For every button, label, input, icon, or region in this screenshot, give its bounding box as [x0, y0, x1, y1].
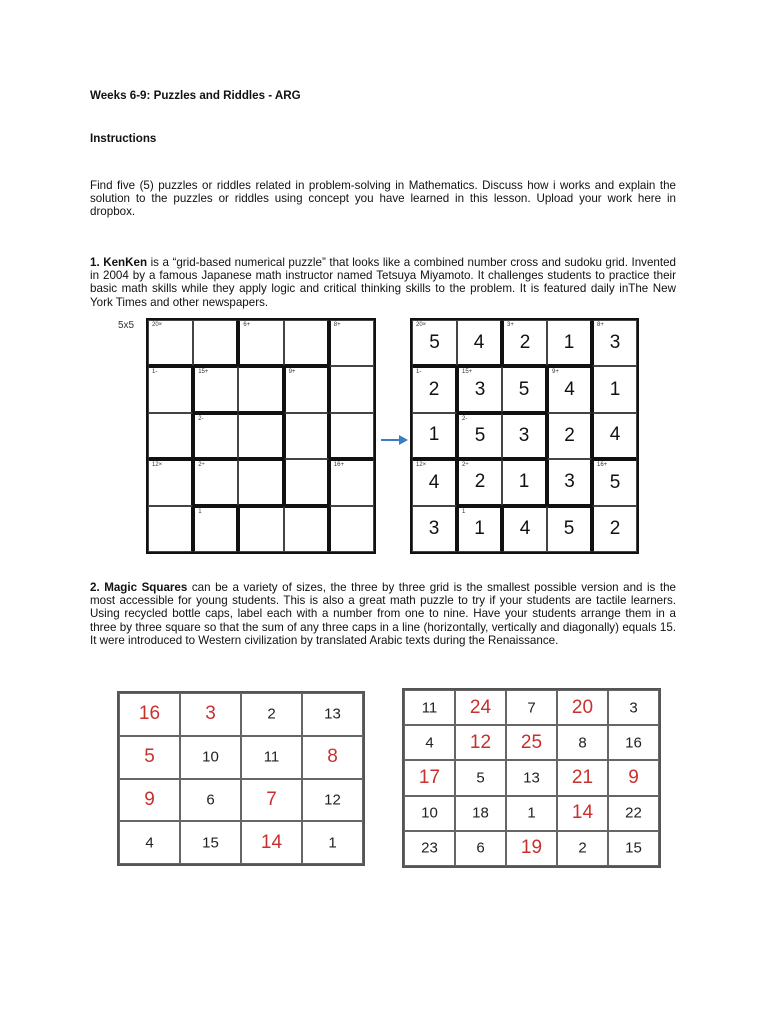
magic-value: 12 [469, 731, 492, 753]
page-title: Weeks 6-9: Puzzles and Riddles - ARG [90, 89, 301, 102]
kenken-cell [592, 506, 637, 552]
magic-value: 8 [327, 746, 338, 768]
kenken-cell [284, 320, 329, 366]
magic-value: 23 [421, 839, 438, 857]
magic-value: 24 [469, 696, 492, 718]
magic-value: 1 [328, 834, 337, 852]
magic-cell [302, 821, 363, 864]
magic-cell [506, 725, 557, 760]
kenken-cell [238, 459, 283, 505]
kenken-cell [457, 459, 502, 505]
magic-value: 6 [206, 791, 215, 809]
cell-value: 1 [563, 331, 575, 353]
magic-cell [119, 736, 180, 779]
cell-value: 2 [609, 517, 621, 539]
cage-clue: 2÷ [198, 462, 205, 469]
magic-cell [506, 796, 557, 831]
cage-clue: 2- [198, 415, 204, 422]
magic-cell [455, 831, 506, 866]
kenken-cell [148, 506, 193, 552]
cell-value: 5 [609, 471, 621, 493]
magic-cell [506, 831, 557, 866]
magic-cell [119, 693, 180, 736]
magic-value: 8 [578, 734, 587, 752]
kenken-description: is a “grid-based numerical puzzle” that looks like a combined number cross and sudoku grid. Invented in 2004 by a famous Japanese math instructor named Tetsuya Miyamoto. It challenges students to practice their basic math skills while they apply logic and critical thinking skills to the problem. It is featured daily inThe New York Times and other newspapers. [90, 256, 676, 309]
kenken-puzzle-grid [146, 318, 376, 554]
cell-value: 3 [609, 332, 621, 354]
magic-cell [404, 831, 455, 866]
kenken-cell [284, 366, 329, 412]
cage-clue: 15+ [198, 369, 209, 376]
magic-cell [455, 796, 506, 831]
cage-clue: 1- [416, 369, 422, 376]
cell-value: 3 [428, 517, 440, 539]
kenken-cell [148, 459, 193, 505]
kenken-cell [193, 459, 238, 505]
magic-cell [455, 690, 506, 725]
cage-clue: 8+ [333, 322, 341, 328]
kenken-cell [148, 366, 193, 412]
cell-value: 5 [474, 424, 486, 446]
kenken-cell [412, 506, 457, 552]
magic-cell [241, 779, 302, 822]
magic-value: 13 [324, 705, 341, 723]
magic-number: 2. [90, 581, 100, 594]
magic-cell [608, 760, 659, 795]
magic-value: 2 [578, 839, 587, 857]
magic-value: 5 [476, 769, 485, 787]
kenken-cell [193, 366, 238, 412]
magic-cell [241, 821, 302, 864]
kenken-cell [238, 506, 283, 552]
kenken-cell [329, 506, 374, 552]
kenken-cell [412, 413, 457, 459]
kenken-cell [193, 413, 238, 459]
kenken-cell [547, 320, 592, 366]
magic-square-5x5 [402, 688, 661, 868]
magic-cell [302, 779, 363, 822]
magic-cell [608, 725, 659, 760]
kenken-size-label: 5x5 [118, 320, 135, 331]
kenken-cell [329, 459, 374, 505]
arrow-icon [380, 433, 410, 447]
cage-clue: 15+ [462, 369, 473, 376]
cage-clue: 2- [462, 415, 468, 422]
magic-cell [241, 693, 302, 736]
cage-clue: 16+ [333, 462, 344, 469]
cell-value: 4 [473, 331, 485, 353]
kenken-cell [457, 506, 502, 552]
cell-value: 3 [564, 470, 575, 492]
magic-cell [404, 760, 455, 795]
magic-cell [608, 690, 659, 725]
magic-value: 13 [523, 769, 540, 787]
cell-value: 5 [518, 378, 530, 400]
kenken-cell [457, 320, 502, 366]
magic-value: 7 [527, 699, 536, 717]
kenken-cell [193, 320, 238, 366]
kenken-cell [502, 506, 547, 552]
kenken-name: KenKen [103, 256, 148, 269]
magic-cell [557, 690, 608, 725]
magic-description: can be a variety of sizes, the three by three grid is the smallest possible version and is the most accessible for young students. This is also a great math puzzle to try if your students are tactile learners. Using recycled bottle caps, label each with a number from one to nine. Have your students arrange them in a three by three square so that the sum of any three caps in a line (horizontally, vertically and diagonally) equals 15. It were introduced to Western civilization by translated Arabic texts during the Renaissance. [90, 581, 676, 647]
magic-value: 7 [266, 788, 277, 810]
cage-clue: 12× [152, 462, 163, 469]
magic-value: 19 [520, 837, 543, 859]
magic-value: 11 [263, 748, 280, 766]
kenken-cell [412, 459, 457, 505]
magic-value: 15 [202, 834, 219, 852]
magic-cell [506, 760, 557, 795]
magic-value: 20 [571, 696, 594, 718]
magic-value: 9 [144, 788, 155, 810]
kenken-cell [592, 320, 637, 366]
kenken-cell [238, 413, 283, 459]
kenken-cell [412, 320, 457, 366]
magic-value: 2 [267, 705, 276, 723]
kenken-cell [329, 320, 374, 366]
magic-cell [180, 736, 241, 779]
cell-value: 1 [474, 518, 485, 540]
cell-value: 4 [564, 379, 575, 401]
cage-clue: 3+ [507, 322, 514, 328]
magic-cell [302, 693, 363, 736]
magic-value: 16 [625, 734, 642, 752]
magic-value: 12 [324, 791, 341, 809]
magic-cell [302, 736, 363, 779]
magic-cell [455, 760, 506, 795]
kenken-cell [329, 413, 374, 459]
cell-value: 5 [563, 518, 575, 540]
cell-value: 3 [474, 378, 486, 400]
kenken-cell [238, 320, 283, 366]
kenken-cell [502, 320, 547, 366]
kenken-number: 1. [90, 256, 100, 269]
cage-clue: 1- [152, 369, 158, 376]
cell-value: 4 [609, 424, 621, 446]
kenken-cell [284, 459, 329, 505]
magic-cell [119, 779, 180, 822]
cell-value: 2 [474, 471, 486, 493]
magic-cell [608, 796, 659, 831]
cell-value: 5 [429, 331, 440, 353]
kenken-cell [329, 366, 374, 412]
cage-clue: 9+ [288, 369, 296, 376]
cell-value: 2 [564, 424, 575, 446]
magic-cell [180, 693, 241, 736]
cell-value: 4 [428, 471, 440, 493]
magic-cell [557, 831, 608, 866]
magic-cell [557, 760, 608, 795]
cage-clue: 2÷ [462, 462, 469, 469]
kenken-cell [284, 506, 329, 552]
kenken-cell [148, 413, 193, 459]
cage-clue: 16+ [597, 462, 608, 469]
kenken-solution-grid [410, 318, 639, 554]
cage-clue: 20× [416, 322, 427, 328]
kenken-cell [412, 366, 457, 412]
cell-value: 4 [519, 518, 531, 540]
magic-name: Magic Squares [104, 581, 188, 594]
magic-value: 1 [527, 804, 536, 822]
magic-cell [608, 831, 659, 866]
magic-value: 3 [629, 699, 638, 717]
cage-clue: 1 [198, 508, 202, 515]
magic-cell [557, 725, 608, 760]
cage-clue: 6+ [243, 322, 251, 328]
cell-value: 3 [518, 424, 530, 446]
magic-cell [557, 796, 608, 831]
magic-cell [180, 821, 241, 864]
cage-clue: 8+ [597, 322, 604, 328]
cage-clue: 12× [416, 462, 427, 469]
magic-cell [506, 690, 557, 725]
magic-value: 6 [476, 839, 485, 857]
magic-value: 4 [425, 734, 434, 752]
magic-cell [455, 725, 506, 760]
magic-cell [404, 690, 455, 725]
magic-value: 5 [144, 746, 155, 768]
cell-value: 1 [428, 424, 440, 446]
kenken-cell [457, 413, 502, 459]
kenken-cell [148, 320, 193, 366]
cell-value: 1 [609, 378, 621, 400]
kenken-cell [457, 366, 502, 412]
kenken-cell [547, 413, 592, 459]
magic-value: 11 [421, 699, 438, 717]
kenken-cell [502, 459, 547, 505]
magic-value: 10 [202, 748, 219, 766]
kenken-cell [238, 366, 283, 412]
magic-value: 16 [138, 703, 161, 725]
kenken-cell [592, 459, 637, 505]
magic-squares-paragraph [90, 581, 676, 647]
magic-value: 3 [205, 703, 216, 725]
magic-square-4x4 [117, 691, 365, 866]
cage-clue: 9+ [552, 369, 559, 376]
cell-value: 2 [428, 379, 440, 401]
cage-clue: 20× [152, 322, 163, 328]
magic-value: 4 [145, 834, 154, 852]
kenken-cell [592, 413, 637, 459]
kenken-cell [284, 413, 329, 459]
magic-value: 9 [628, 766, 639, 788]
kenken-cell [592, 366, 637, 412]
kenken-cell [547, 506, 592, 552]
magic-value: 18 [472, 804, 489, 822]
magic-value: 22 [625, 804, 642, 822]
cell-value: 2 [519, 331, 531, 353]
kenken-cell [193, 506, 238, 552]
kenken-cell [502, 413, 547, 459]
kenken-paragraph [90, 256, 676, 309]
instructions-text: Find five (5) puzzles or riddles related in problem-solving in Mathematics. Discuss how i works and explain the solution to the puzzles or riddles using concept you have learned in this lesson. Upload your work here in dropbox. [90, 179, 676, 219]
magic-value: 17 [418, 766, 441, 788]
magic-value: 14 [260, 831, 283, 853]
kenken-cell [547, 459, 592, 505]
kenken-cell [547, 366, 592, 412]
magic-cell [119, 821, 180, 864]
magic-cell [180, 779, 241, 822]
magic-cell [241, 736, 302, 779]
magic-value: 15 [625, 839, 642, 857]
cell-value: 1 [518, 471, 530, 493]
magic-value: 14 [571, 802, 594, 824]
magic-cell [404, 796, 455, 831]
magic-value: 25 [520, 731, 543, 753]
kenken-cell [502, 366, 547, 412]
magic-value: 21 [571, 766, 594, 788]
magic-cell [404, 725, 455, 760]
cage-clue: 1 [462, 508, 466, 515]
instructions-heading: Instructions [90, 132, 157, 145]
magic-value: 10 [421, 804, 438, 822]
